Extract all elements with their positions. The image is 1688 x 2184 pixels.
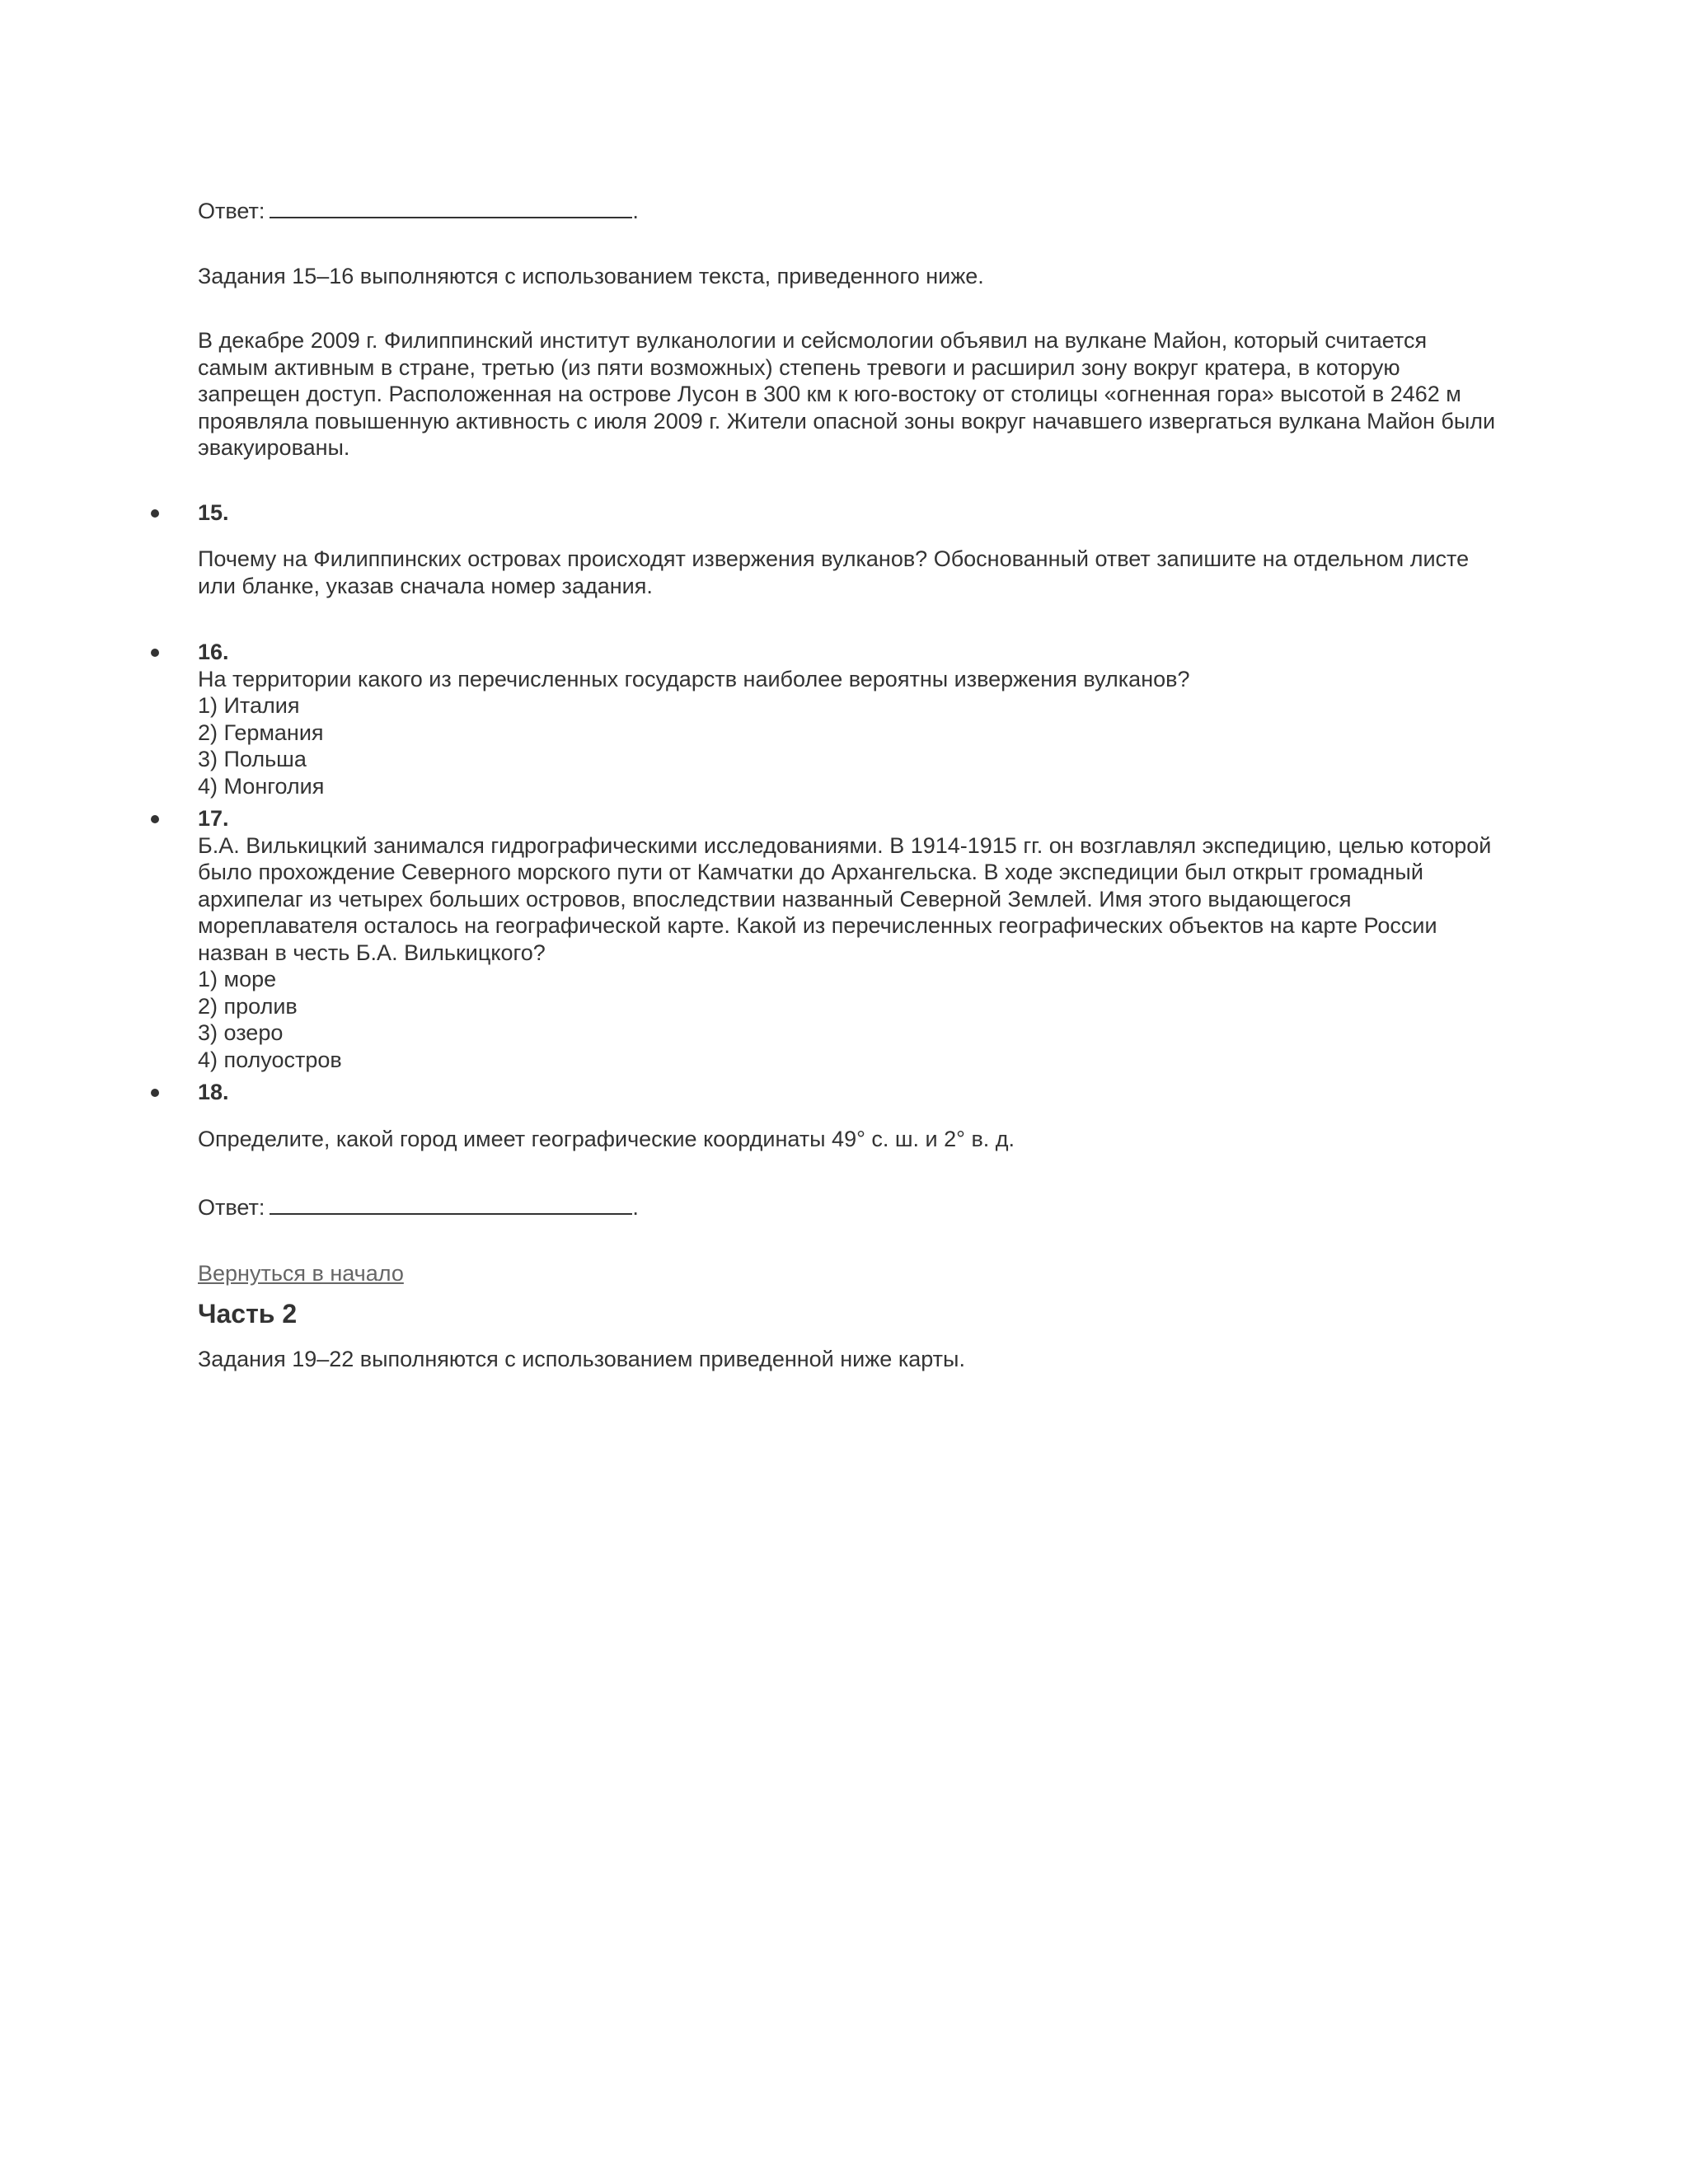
tasks-15-16-intro: Задания 15–16 выполняются с использованием текста, приведенного ниже.	[198, 263, 984, 288]
question-number: 17.	[198, 806, 229, 831]
part-2-heading: Часть 2	[198, 1299, 298, 1329]
answer-row	[198, 1192, 1500, 1221]
question-number: 15.	[198, 499, 229, 525]
question-17	[198, 805, 1500, 1073]
question-number: 18.	[198, 1080, 229, 1104]
answer-label: Ответ:	[198, 199, 265, 223]
answer-option: 4) полуостров	[198, 1047, 342, 1072]
answer-label: Ответ:	[198, 1195, 265, 1220]
question-16	[198, 639, 1500, 799]
answer-option: 3) озеро	[198, 1020, 284, 1045]
document-content	[198, 195, 1500, 1373]
answer-options	[198, 692, 1500, 799]
question-text: Б.А. Вилькицкий занимался гидрографическими исследованиями. В 1914-1915 гг. он возглавлял экспедицию, целью которой было прохождение Северного морского пути от Камчатки до Архангельска. В ходе экспедиции был открыт громадный архипелаг из четырех больших островов, впоследствии названный Северной Землей. Имя этого выдающегося мореплавателя осталось на географической карте. Какой из перечисленных географических объектов на карте России назван в честь Б.А. Вилькицкого?	[198, 832, 1492, 965]
top-answer-row	[198, 195, 1500, 225]
answer-option: 4) Монголия	[198, 773, 325, 799]
question-text: На территории какого из перечисленных государств наиболее вероятны извержения вулканов?	[198, 666, 1190, 691]
question-18	[198, 1079, 1500, 1221]
bullet-icon	[151, 1089, 159, 1097]
question-text: Определите, какой город имеет географические координаты 49° с. ш. и 2° в. д.	[198, 1126, 1015, 1151]
answer-suffix: .	[632, 1195, 639, 1220]
answer-option: 1) Италия	[198, 693, 300, 718]
answer-option: 3) Польша	[198, 747, 307, 771]
part-2-intro: Задания 19–22 выполняются с использованием приведенной ниже карты.	[198, 1347, 965, 1371]
answer-option: 2) Германия	[198, 719, 324, 745]
back-to-top-link[interactable]: Вернуться в начало	[198, 1260, 404, 1286]
question-text: Почему на Филиппинских островах происходят извержения вулканов? Обоснованный ответ запишите на отдельном листе или бланке, указав сначала номер задания.	[198, 546, 1470, 598]
bullet-icon	[151, 649, 159, 657]
question-15	[198, 499, 1500, 600]
answer-options	[198, 966, 1500, 1073]
answer-input-line[interactable]	[270, 1192, 632, 1215]
bullet-icon	[151, 815, 159, 823]
bullet-icon	[151, 509, 159, 518]
answer-option: 2) пролив	[198, 993, 298, 1019]
answer-suffix: .	[632, 199, 639, 223]
question-number: 16.	[198, 640, 229, 664]
passage-text: В декабре 2009 г. Филиппинский институт вулканологии и сейсмологии объявил на вулкане Майон, который считается самым активным в стране, третью (из пяти возможных) степень тревоги и расширил зону вокруг кратера, в которую запрещен доступ. Расположенная на острове Лусон в 300 км к юго-востоку от столицы «огненная гора» высотой в 2462 м проявляла повышенную активность с июля 2009 г. Жители опасной зоны вокруг начавшего извергаться вулкана Майон были эвакуированы.	[198, 328, 1496, 460]
answer-input-line[interactable]	[270, 195, 632, 218]
answer-option: 1) море	[198, 967, 277, 991]
